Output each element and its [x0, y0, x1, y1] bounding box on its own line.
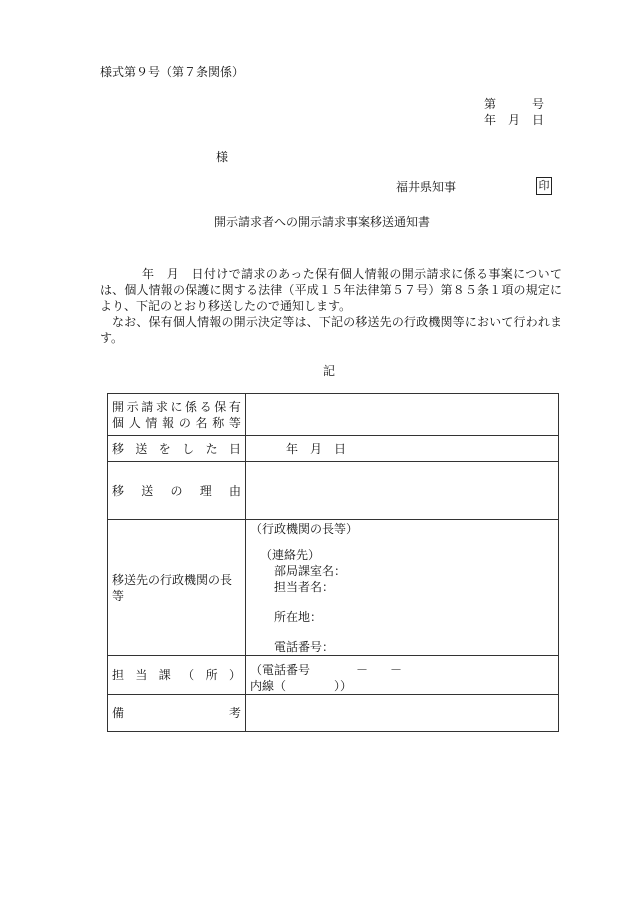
label-char: ） — [228, 668, 241, 682]
body-paragraph-2-text: なお、保有個人情報の開示決定等は、下記の移送先の行政機関等において行われます。 — [100, 315, 562, 345]
label-char: た — [205, 441, 218, 456]
label-info-name — [108, 394, 246, 436]
label-char: 開 — [112, 399, 125, 414]
label-char: 請 — [141, 399, 154, 414]
label-char: 備 — [112, 706, 125, 720]
label-char: 担 — [112, 668, 125, 682]
label-char: 人 — [128, 415, 141, 430]
label-char: 送 — [141, 483, 154, 498]
label-remarks — [108, 695, 246, 732]
label-char: 示 — [126, 399, 139, 414]
label-char: し — [182, 441, 195, 456]
transfer-table — [107, 393, 559, 732]
label-info-name-line2 — [112, 415, 241, 431]
label-char: 報 — [162, 415, 175, 430]
label-char: 保 — [214, 399, 227, 414]
form-number: 様式第９号（第７条関係） — [100, 65, 245, 79]
label-char: 係 — [185, 399, 198, 414]
destination-person: 担当者名： — [274, 580, 335, 594]
label-char: る — [199, 399, 212, 414]
label-char: 求 — [155, 399, 168, 414]
table-row-remarks — [108, 695, 559, 732]
destination-dept: 部局課室名： — [274, 564, 347, 578]
destination-address: 所在地： — [274, 610, 323, 624]
addressee-suffix: 様 — [216, 150, 229, 164]
table-row-destination — [108, 520, 559, 656]
transfer-date-text: 年 月 日 — [286, 441, 347, 456]
label-char: 日 — [228, 441, 241, 456]
label-char: を — [158, 441, 171, 456]
label-destination — [108, 520, 246, 656]
seal-box: 印 — [536, 177, 552, 195]
table-row-transfer-date — [108, 436, 559, 462]
ki-heading: 記 — [323, 364, 336, 378]
body-text — [100, 266, 562, 346]
section-dash-2: － — [390, 663, 403, 677]
destination-lines — [250, 521, 554, 655]
value-destination — [246, 520, 559, 656]
document-number: 第 号 — [484, 97, 545, 111]
label-transfer-reason — [108, 462, 246, 520]
label-char: 課 — [158, 668, 171, 682]
table-row-info-name — [108, 394, 559, 436]
label-char: に — [170, 399, 183, 414]
document-title: 開示請求者への開示請求事案移送通知書 — [214, 215, 431, 229]
destination-phone: 電話番号： — [274, 640, 335, 654]
issue-date: 年 月 日 — [484, 113, 545, 127]
label-char: 情 — [145, 415, 158, 430]
label-char: 有 — [228, 399, 241, 414]
value-transfer-date — [246, 436, 559, 462]
destination-head: （行政機関の長等） — [250, 522, 359, 536]
label-destination-text: 移送先の行政機関の長等 — [112, 572, 233, 603]
label-char: 当 — [135, 668, 148, 682]
label-char: 考 — [228, 706, 241, 720]
value-info-name — [246, 394, 559, 436]
label-char: 名 — [195, 415, 208, 430]
label-char: 個 — [112, 415, 125, 430]
section-dash-1: － — [356, 663, 369, 677]
label-section — [108, 656, 246, 695]
label-char: 送 — [135, 441, 148, 456]
sender-name: 福井県知事 — [396, 180, 457, 194]
label-char: 所 — [205, 668, 218, 682]
table-row-section — [108, 656, 559, 695]
body-paragraph-1 — [100, 266, 562, 314]
value-transfer-reason — [246, 462, 559, 520]
label-info-name-line1 — [112, 399, 241, 415]
label-char: （ — [182, 668, 195, 682]
label-char: 移 — [112, 483, 125, 498]
table-row-transfer-reason — [108, 462, 559, 520]
label-char: 由 — [228, 483, 241, 498]
label-char: の — [178, 415, 191, 430]
label-transfer-date — [108, 436, 246, 462]
section-extension: 内線（ ）） — [250, 679, 353, 693]
label-char: 称 — [212, 415, 225, 430]
value-remarks — [246, 695, 559, 732]
section-phone-label: （電話番号 — [250, 663, 311, 677]
body-paragraph-2 — [100, 314, 562, 346]
label-char: 理 — [199, 483, 212, 498]
label-char: 移 — [112, 441, 125, 456]
label-char: 等 — [228, 415, 241, 430]
body-paragraph-1-text: 年 月 日付けで請求のあった保有個人情報の開示請求に係る事案については、個人情報の保護に関する法律（平成１５年法律第５７号）第８５条１項の規定により、下記のとおり移送したので通知します。 — [100, 267, 562, 313]
value-section — [246, 656, 559, 695]
destination-contact: （連絡先） — [260, 548, 321, 562]
label-char: の — [170, 483, 183, 498]
